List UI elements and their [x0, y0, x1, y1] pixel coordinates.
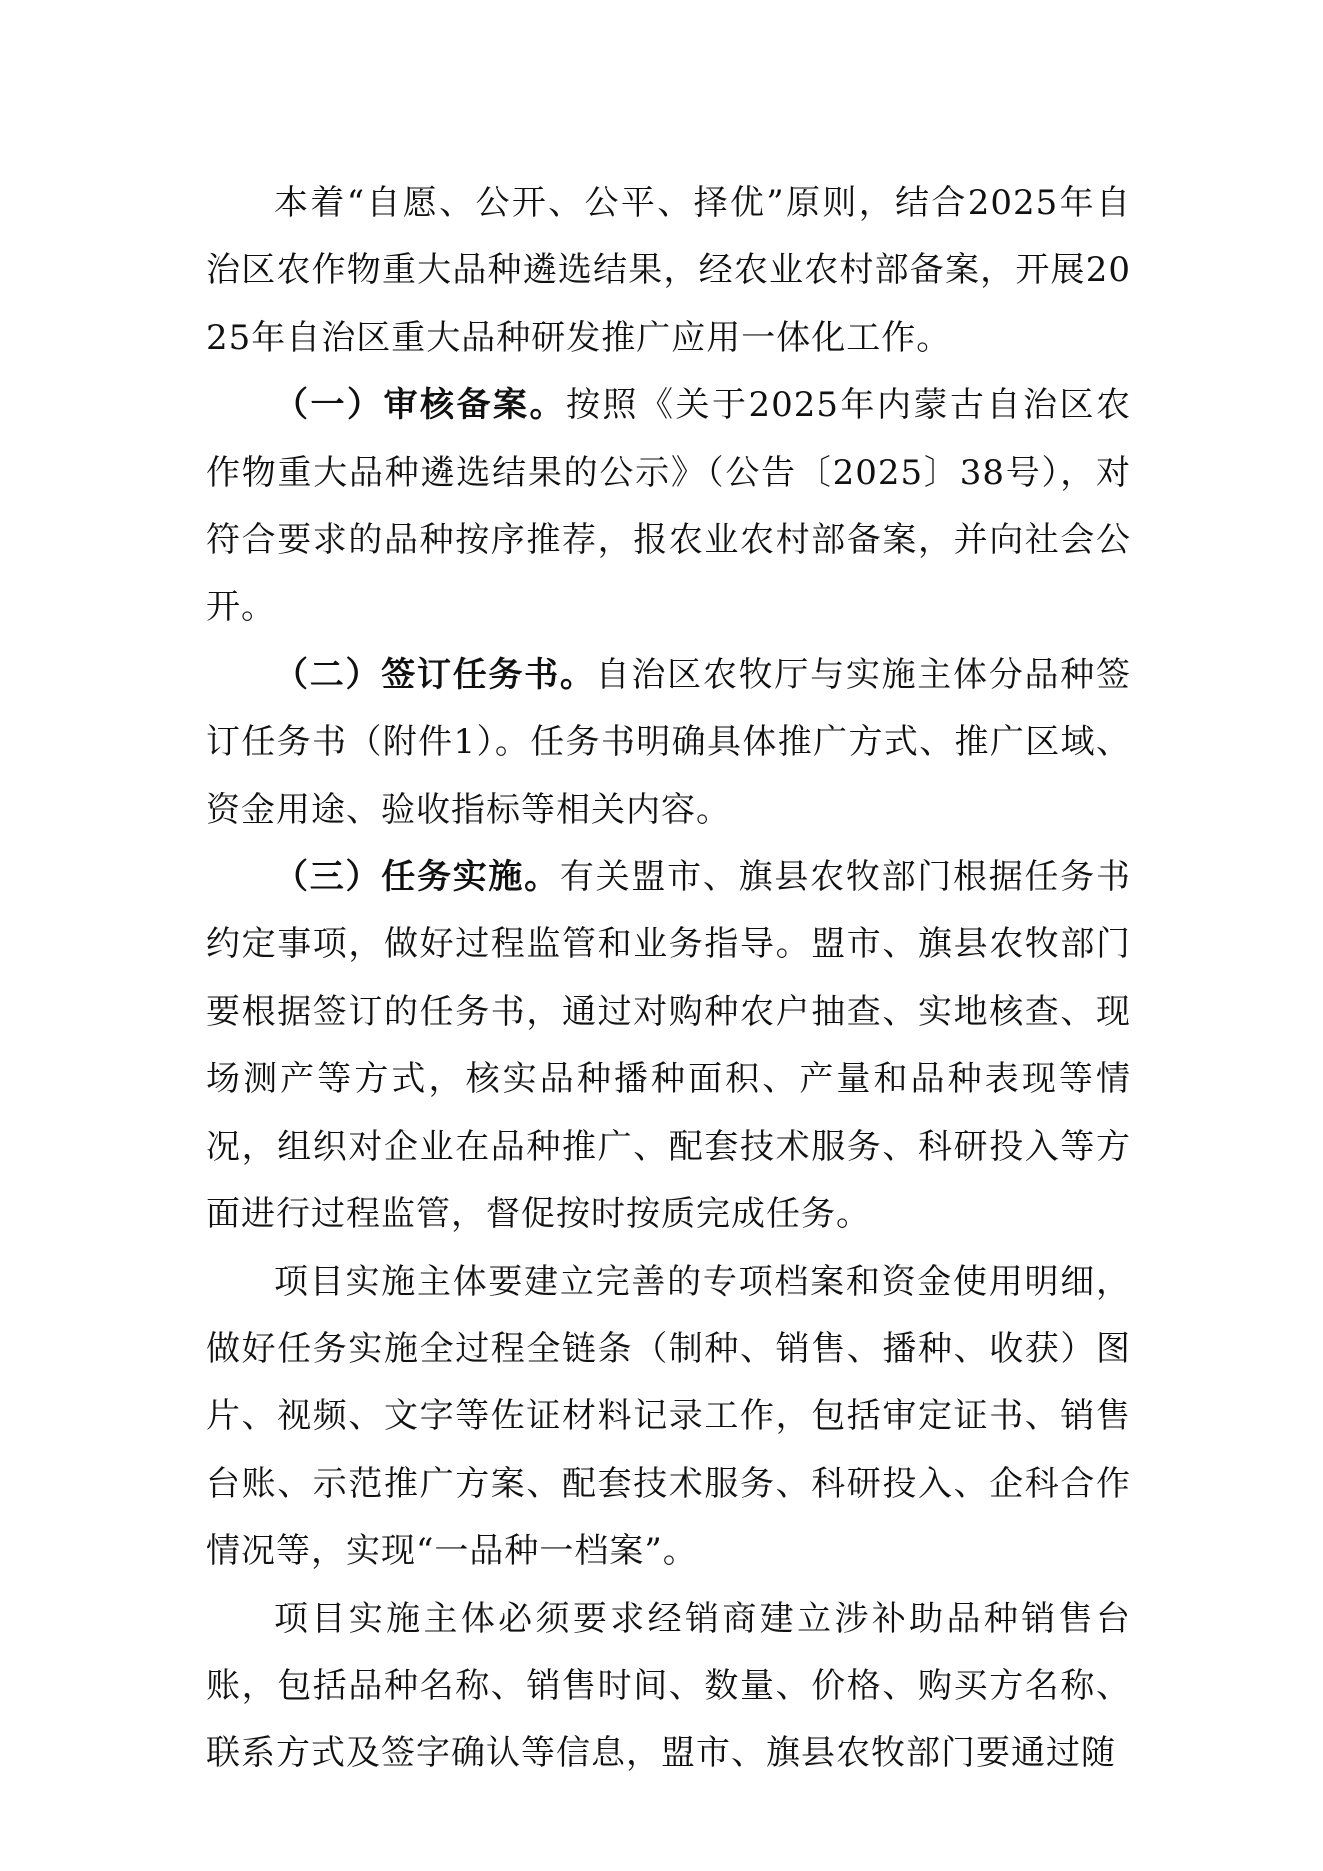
paragraph-text: 本着“自愿、公开、公平、择优”原则，结合2025年自治区农作物重大品种遴选结果，经农业农村部备案，开展2025年自治区重大品种研发推广应用一体化工作。 [206, 183, 1131, 358]
paragraph-text: 项目实施主体必须要求经销商建立涉补助品种销售台账，包括品种名称、销售时间、数量、价格、购买方名称、联系方式及签字确认等信息，盟市、旗县农牧部门要通过随 [206, 1598, 1131, 1774]
document-body [206, 170, 1131, 1788]
paragraph-intro [206, 170, 1131, 372]
section-heading-review-filing: （一）审核备案。 [274, 385, 566, 426]
paragraph-review-filing [206, 372, 1131, 642]
paragraph-task-implementation [206, 844, 1131, 1248]
section-heading-task-implementation: （三）任务实施。 [274, 857, 560, 898]
paragraph-text: 有关盟市、旗县农牧部门根据任务书约定事项，做好过程监管和业务指导。盟市、旗县农牧部门要根据签订的任务书，通过对购种农户抽查、实地核查、现场测产等方式，核实品种播种面积、产量和品种表现等情况，组织对企业在品种推广、配套技术服务、科研投入等方面进行过程监管，督促按时按质完成任务。 [206, 857, 1132, 1235]
paragraph-text: 自治区农牧厅与实施主体分品种签订任务书（附件1）。任务书明确具体推广方式、推广区域、资金用途、验收指标等相关内容。 [206, 654, 1132, 830]
paragraph-text: 按照《关于2025年内蒙古自治区农作物重大品种遴选结果的公示》（公告〔2025〕38号），对符合要求的品种按序推荐，报农业农村部备案，并向社会公开。 [206, 385, 1132, 628]
section-heading-task-agreement: （二）签订任务书。 [274, 654, 596, 695]
paragraph-archives [206, 1249, 1131, 1586]
paragraph-text: 项目实施主体要建立完善的专项档案和资金使用明细，做好任务实施全过程全链条（制种、销售、播种、收获）图片、视频、文字等佐证材料记录工作，包括审定证书、销售台账、示范推广方案、配套技术服务、科研投入、企科合作情况等，实现“一品种一档案”。 [206, 1261, 1131, 1572]
paragraph-task-agreement [206, 642, 1131, 844]
paragraph-sales-ledger [206, 1586, 1131, 1788]
